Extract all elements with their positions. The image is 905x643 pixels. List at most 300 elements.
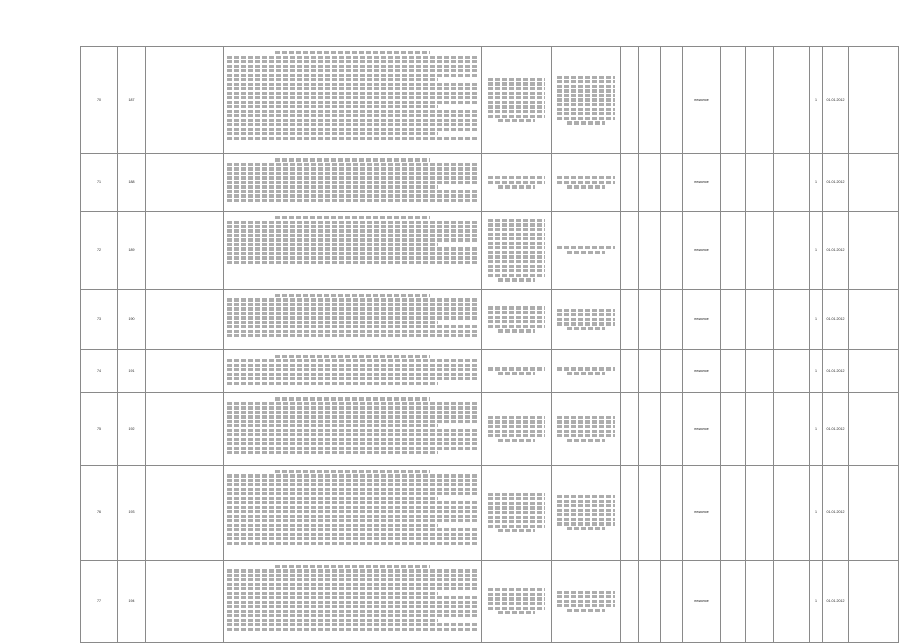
row-number-text: 74 bbox=[97, 369, 101, 374]
addr-line bbox=[488, 597, 546, 600]
object-type bbox=[683, 47, 721, 154]
registration-date-text: 01.01.2012 bbox=[826, 599, 845, 604]
row-code-text: 189 bbox=[128, 248, 135, 253]
addr-line bbox=[488, 269, 546, 272]
description-line bbox=[227, 373, 478, 376]
description-line bbox=[227, 163, 478, 166]
loc-line bbox=[557, 495, 614, 498]
row-number-text: 71 bbox=[97, 180, 101, 185]
description-line bbox=[227, 307, 478, 310]
area-b bbox=[639, 154, 661, 212]
object-location bbox=[552, 393, 621, 465]
description-line bbox=[227, 252, 478, 255]
row-number bbox=[81, 560, 118, 642]
loc-line bbox=[557, 509, 614, 512]
area-a bbox=[621, 560, 639, 642]
object-count-text: 1 bbox=[815, 510, 817, 515]
object-name bbox=[146, 211, 224, 289]
row-number-text: 73 bbox=[97, 317, 101, 322]
addr-line bbox=[488, 311, 546, 314]
table-row bbox=[81, 47, 899, 154]
object-location bbox=[552, 47, 621, 154]
description-heading bbox=[227, 355, 478, 358]
row-code bbox=[118, 47, 146, 154]
addr-line bbox=[488, 511, 546, 514]
area-b bbox=[639, 350, 661, 393]
object-type-text: нежилое bbox=[694, 369, 709, 374]
description-line bbox=[227, 497, 438, 500]
object-description bbox=[224, 560, 482, 642]
description-line bbox=[227, 256, 478, 259]
description-line bbox=[227, 506, 478, 509]
document-ref bbox=[721, 154, 746, 212]
description-line bbox=[227, 92, 478, 95]
object-count-text: 1 bbox=[815, 317, 817, 322]
description-line bbox=[227, 614, 478, 617]
row-number-text: 77 bbox=[97, 599, 101, 604]
description-line bbox=[227, 519, 478, 522]
description-line bbox=[227, 578, 478, 581]
description-line bbox=[227, 442, 478, 445]
object-location bbox=[552, 289, 621, 350]
description-line bbox=[227, 325, 478, 328]
loc-line bbox=[557, 89, 614, 92]
description-line bbox=[227, 433, 478, 436]
loc-line bbox=[557, 591, 614, 594]
addr-line bbox=[488, 497, 546, 500]
object-type bbox=[683, 211, 721, 289]
table-row bbox=[81, 560, 899, 642]
row-code-text: 188 bbox=[128, 180, 135, 185]
description-line bbox=[227, 128, 478, 131]
object-name bbox=[146, 289, 224, 350]
registration-date bbox=[823, 350, 849, 393]
registration-ref bbox=[849, 289, 899, 350]
description-line bbox=[227, 247, 478, 250]
loc-line bbox=[557, 522, 614, 525]
description-line bbox=[227, 528, 478, 531]
loc-line bbox=[557, 318, 614, 321]
addr-line bbox=[488, 265, 546, 268]
loc-line bbox=[567, 185, 604, 188]
object-count-text: 1 bbox=[815, 599, 817, 604]
object-description bbox=[224, 154, 482, 212]
area-b bbox=[639, 465, 661, 560]
document-ref bbox=[721, 211, 746, 289]
description-line bbox=[227, 298, 478, 301]
description-line bbox=[227, 429, 478, 432]
description-line bbox=[227, 479, 478, 482]
table-row bbox=[81, 350, 899, 393]
object-name bbox=[146, 47, 224, 154]
addr-line bbox=[488, 219, 546, 222]
addr-line bbox=[498, 372, 536, 375]
object-type-text: нежилое bbox=[694, 317, 709, 322]
object-count bbox=[810, 154, 823, 212]
description-line bbox=[227, 402, 478, 405]
addr-line bbox=[488, 96, 546, 99]
addr-line bbox=[488, 110, 546, 113]
description-line bbox=[227, 225, 478, 228]
description-line bbox=[227, 181, 478, 184]
row-number bbox=[81, 289, 118, 350]
note-cell bbox=[774, 560, 810, 642]
object-type-text: нежилое bbox=[694, 510, 709, 515]
row-code bbox=[118, 289, 146, 350]
addr-line bbox=[488, 260, 546, 263]
object-location bbox=[552, 350, 621, 393]
row-code-text: 192 bbox=[128, 426, 135, 431]
description-line bbox=[227, 542, 478, 545]
row-code bbox=[118, 211, 146, 289]
addr-line bbox=[488, 420, 546, 423]
loc-line bbox=[557, 181, 614, 184]
registration-date-text: 01.01.2012 bbox=[826, 317, 845, 322]
ownership-category bbox=[746, 289, 774, 350]
description-line bbox=[227, 137, 478, 140]
registration-date-text: 01.01.2012 bbox=[826, 180, 845, 185]
registry-table bbox=[80, 46, 899, 643]
registration-date-text: 01.01.2012 bbox=[826, 510, 845, 515]
row-number bbox=[81, 154, 118, 212]
registration-date bbox=[823, 393, 849, 465]
loc-line bbox=[567, 121, 604, 124]
loc-line bbox=[567, 609, 604, 612]
registration-date bbox=[823, 154, 849, 212]
loc-line bbox=[557, 367, 614, 370]
object-description bbox=[224, 47, 482, 154]
object-address bbox=[482, 393, 552, 465]
row-code-text: 190 bbox=[128, 317, 135, 322]
description-line bbox=[227, 316, 478, 319]
description-line bbox=[227, 623, 478, 626]
loc-line bbox=[557, 108, 614, 111]
description-line bbox=[227, 368, 478, 371]
object-address bbox=[482, 560, 552, 642]
row-number bbox=[81, 350, 118, 393]
registration-ref bbox=[849, 211, 899, 289]
ownership-category bbox=[746, 154, 774, 212]
loc-line bbox=[557, 513, 614, 516]
object-name bbox=[146, 560, 224, 642]
description-line bbox=[227, 243, 438, 246]
description-line bbox=[227, 199, 478, 202]
object-count bbox=[810, 393, 823, 465]
loc-line bbox=[557, 98, 614, 101]
description-line bbox=[227, 382, 438, 385]
document-ref bbox=[721, 560, 746, 642]
addr-line bbox=[488, 325, 546, 328]
area-c bbox=[661, 465, 683, 560]
object-count-text: 1 bbox=[815, 180, 817, 185]
object-type bbox=[683, 393, 721, 465]
description-line bbox=[227, 69, 478, 72]
description-line bbox=[227, 515, 478, 518]
object-count-text: 1 bbox=[815, 426, 817, 431]
addr-line bbox=[488, 78, 546, 81]
description-line bbox=[227, 537, 478, 540]
loc-line bbox=[557, 504, 614, 507]
description-line bbox=[227, 229, 478, 232]
addr-line bbox=[488, 274, 546, 277]
loc-line bbox=[557, 80, 614, 83]
description-line bbox=[227, 65, 478, 68]
description-line bbox=[227, 533, 478, 536]
description-line bbox=[227, 334, 478, 337]
note-cell bbox=[774, 289, 810, 350]
object-count bbox=[810, 289, 823, 350]
object-location bbox=[552, 154, 621, 212]
loc-line bbox=[557, 76, 614, 79]
ownership-category bbox=[746, 350, 774, 393]
description-line bbox=[227, 406, 478, 409]
addr-line bbox=[488, 176, 546, 179]
ownership-category bbox=[746, 47, 774, 154]
area-a bbox=[621, 350, 639, 393]
addr-line bbox=[488, 181, 546, 184]
addr-line bbox=[498, 185, 536, 188]
description-line bbox=[227, 415, 478, 418]
description-line bbox=[227, 592, 438, 595]
description-line bbox=[227, 619, 438, 622]
loc-line bbox=[567, 439, 604, 442]
object-type-text: нежилое bbox=[694, 426, 709, 431]
description-line bbox=[227, 119, 478, 122]
row-code-text: 187 bbox=[128, 97, 135, 102]
loc-line bbox=[557, 416, 614, 419]
registration-ref bbox=[849, 47, 899, 154]
object-count bbox=[810, 211, 823, 289]
object-count bbox=[810, 47, 823, 154]
description-line bbox=[227, 132, 438, 135]
addr-line bbox=[488, 367, 546, 370]
addr-line bbox=[498, 611, 536, 614]
description-line bbox=[227, 190, 478, 193]
area-c bbox=[661, 211, 683, 289]
note-cell bbox=[774, 154, 810, 212]
description-line bbox=[227, 110, 478, 113]
loc-line bbox=[557, 425, 614, 428]
loc-line bbox=[557, 322, 614, 325]
document-ref bbox=[721, 350, 746, 393]
loc-line bbox=[557, 420, 614, 423]
loc-line bbox=[557, 434, 614, 437]
loc-line bbox=[557, 103, 614, 106]
object-name bbox=[146, 393, 224, 465]
addr-line bbox=[488, 525, 546, 528]
addr-line bbox=[488, 502, 546, 505]
addr-line bbox=[498, 529, 536, 532]
row-code bbox=[118, 465, 146, 560]
description-line bbox=[227, 474, 478, 477]
area-a bbox=[621, 289, 639, 350]
addr-line bbox=[498, 329, 536, 332]
object-type bbox=[683, 289, 721, 350]
registration-ref bbox=[849, 560, 899, 642]
object-address bbox=[482, 350, 552, 393]
object-location bbox=[552, 465, 621, 560]
object-count-text: 1 bbox=[815, 369, 817, 374]
loc-line bbox=[557, 246, 614, 249]
addr-line bbox=[488, 306, 546, 309]
addr-line bbox=[488, 228, 546, 231]
note-cell bbox=[774, 350, 810, 393]
description-line bbox=[227, 234, 478, 237]
note-cell bbox=[774, 465, 810, 560]
registration-date bbox=[823, 465, 849, 560]
description-line bbox=[227, 167, 478, 170]
row-number bbox=[81, 47, 118, 154]
description-line bbox=[227, 56, 478, 59]
description-line bbox=[227, 359, 478, 362]
area-a bbox=[621, 465, 639, 560]
description-line bbox=[227, 411, 478, 414]
table-row bbox=[81, 289, 899, 350]
description-line bbox=[227, 303, 478, 306]
area-b bbox=[639, 211, 661, 289]
loc-line bbox=[557, 430, 614, 433]
object-type bbox=[683, 465, 721, 560]
description-line bbox=[227, 601, 478, 604]
object-count-text: 1 bbox=[815, 248, 817, 253]
object-count bbox=[810, 560, 823, 642]
description-line bbox=[227, 510, 478, 513]
area-b bbox=[639, 560, 661, 642]
description-line bbox=[227, 312, 478, 315]
row-number-text: 75 bbox=[97, 426, 101, 431]
description-line bbox=[227, 176, 478, 179]
loc-line bbox=[557, 94, 614, 97]
addr-line bbox=[488, 237, 546, 240]
addr-line bbox=[488, 607, 546, 610]
description-line bbox=[227, 172, 478, 175]
object-count-text: 1 bbox=[815, 97, 817, 102]
object-name bbox=[146, 350, 224, 393]
loc-line bbox=[557, 112, 614, 115]
note-cell bbox=[774, 211, 810, 289]
addr-line bbox=[498, 119, 536, 122]
area-c bbox=[661, 47, 683, 154]
registration-ref bbox=[849, 154, 899, 212]
loc-line bbox=[557, 176, 614, 179]
object-address bbox=[482, 154, 552, 212]
description-line bbox=[227, 587, 478, 590]
description-line bbox=[227, 574, 478, 577]
description-line bbox=[227, 596, 478, 599]
ownership-category bbox=[746, 211, 774, 289]
object-address bbox=[482, 465, 552, 560]
area-a bbox=[621, 154, 639, 212]
document-ref bbox=[721, 393, 746, 465]
addr-line bbox=[488, 82, 546, 85]
object-description bbox=[224, 393, 482, 465]
area-a bbox=[621, 211, 639, 289]
description-line bbox=[227, 524, 438, 527]
table-row bbox=[81, 154, 899, 212]
document-ref bbox=[721, 289, 746, 350]
addr-line bbox=[498, 278, 536, 281]
registration-ref bbox=[849, 465, 899, 560]
description-heading bbox=[227, 216, 478, 219]
table-body bbox=[81, 47, 899, 643]
addr-line bbox=[488, 506, 546, 509]
addr-line bbox=[488, 316, 546, 319]
loc-line bbox=[557, 313, 614, 316]
loc-line bbox=[557, 595, 614, 598]
row-number bbox=[81, 211, 118, 289]
addr-line bbox=[488, 516, 546, 519]
addr-line bbox=[488, 92, 546, 95]
loc-line bbox=[557, 85, 614, 88]
registration-date-text: 01.01.2012 bbox=[826, 97, 845, 102]
addr-line bbox=[488, 430, 546, 433]
object-description bbox=[224, 465, 482, 560]
loc-line bbox=[557, 500, 614, 503]
object-name bbox=[146, 154, 224, 212]
object-location bbox=[552, 560, 621, 642]
loc-line bbox=[567, 372, 604, 375]
document-ref bbox=[721, 465, 746, 560]
addr-line bbox=[488, 242, 546, 245]
object-type-text: нежилое bbox=[694, 180, 709, 185]
note-cell bbox=[774, 47, 810, 154]
description-line bbox=[227, 451, 438, 454]
object-address bbox=[482, 211, 552, 289]
loc-line bbox=[557, 600, 614, 603]
addr-line bbox=[488, 520, 546, 523]
object-type bbox=[683, 560, 721, 642]
description-line bbox=[227, 610, 478, 613]
description-heading bbox=[227, 397, 478, 400]
description-line bbox=[227, 488, 478, 491]
registration-date bbox=[823, 289, 849, 350]
row-code bbox=[118, 560, 146, 642]
object-description bbox=[224, 289, 482, 350]
description-line bbox=[227, 74, 478, 77]
area-a bbox=[621, 47, 639, 154]
note-cell bbox=[774, 393, 810, 465]
addr-line bbox=[488, 246, 546, 249]
object-count bbox=[810, 350, 823, 393]
description-line bbox=[227, 377, 478, 380]
ownership-category bbox=[746, 560, 774, 642]
description-line bbox=[227, 330, 478, 333]
object-type-text: нежилое bbox=[694, 248, 709, 253]
description-line bbox=[227, 501, 478, 504]
addr-line bbox=[488, 493, 546, 496]
description-line bbox=[227, 364, 478, 367]
document-ref bbox=[721, 47, 746, 154]
row-code bbox=[118, 393, 146, 465]
description-line bbox=[227, 105, 438, 108]
object-type bbox=[683, 154, 721, 212]
ownership-category bbox=[746, 465, 774, 560]
object-type bbox=[683, 350, 721, 393]
addr-line bbox=[488, 233, 546, 236]
description-line bbox=[227, 628, 478, 631]
object-type-text: нежилое bbox=[694, 97, 709, 102]
description-line bbox=[227, 321, 438, 324]
registration-date-text: 01.01.2012 bbox=[826, 369, 845, 374]
addr-line bbox=[488, 425, 546, 428]
description-line bbox=[227, 438, 478, 441]
loc-line bbox=[557, 309, 614, 312]
addr-line bbox=[488, 115, 546, 118]
area-c bbox=[661, 289, 683, 350]
registration-date-text: 01.01.2012 bbox=[826, 426, 845, 431]
loc-line bbox=[567, 327, 604, 330]
description-line bbox=[227, 194, 478, 197]
